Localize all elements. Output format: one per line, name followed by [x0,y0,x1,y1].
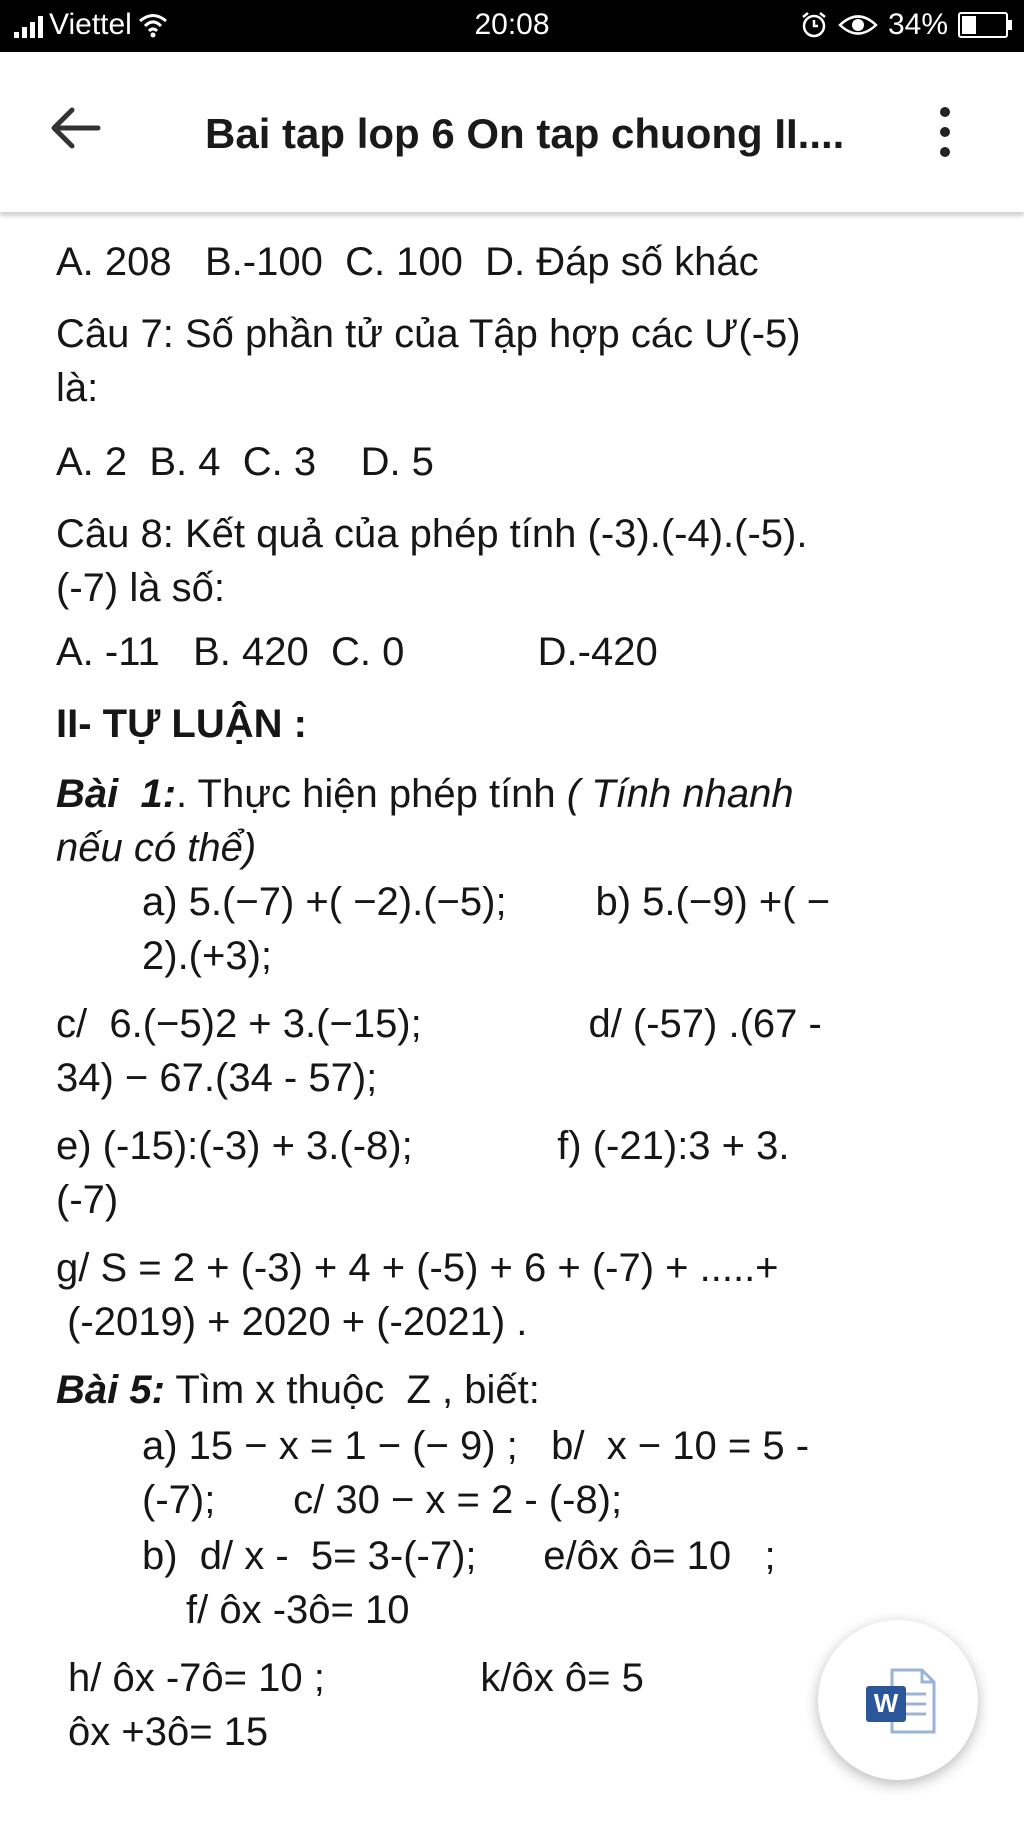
bai1-g-line2: (-2019) + 2020 + (-2021) . [56,1300,528,1344]
clock: 20:08 [474,8,550,41]
bai5-label: Bài 5: [56,1368,165,1412]
bai1-label: Bài 1: [56,772,177,816]
q8-line2: (-7) là số: [56,566,225,610]
bai5-line1: a) 15 − x = 1 − (− 9) ; b/ x − 10 = 5 - [142,1424,810,1468]
bai1-c-line2: 34) − 67.(34 - 57); [56,1056,378,1100]
alarm-icon [800,11,828,39]
bai5-line4: f/ ôx -3ô= 10 [186,1588,410,1632]
battery-icon [958,12,1008,38]
bai1-a-line1: a) 5.(−7) +( −2).(−5); b) 5.(−9) +( − [142,880,831,924]
carrier-name: Viettel [49,8,132,41]
q7-line2: là: [56,366,99,410]
battery-percent: 34% [887,8,948,41]
q7-answers: A. 2 B. 4 C. 3 D. 5 [56,440,434,484]
status-bar [0,0,1024,52]
document-content [0,212,1024,1825]
bai1-note-a: ( Tính nhanh [566,772,794,816]
open-in-word-button[interactable] [818,1620,978,1780]
app-bar [0,52,1024,212]
bai1-g-line1: g/ S = 2 + (-3) + 4 + (-5) + 6 + (-7) + .....+ [56,1246,779,1290]
q6-answers: A. 208 B.-100 C. 100 D. Đáp số khác [56,240,759,284]
status-right [800,8,1008,42]
bai5-line3: b) d/ x - 5= 3-(-7); e/ôx ô= 10 ; [142,1534,776,1578]
eye-icon [838,12,878,38]
bai5-line2: (-7); c/ 30 − x = 2 - (-8); [142,1478,623,1522]
more-vert-icon[interactable] [925,102,965,162]
bai5-line5: h/ ôx -7ô= 10 ; k/ôx ô= 5 [68,1656,644,1700]
q7-line1: Câu 7: Số phần tử của Tập hợp các Ư(-5) [56,312,801,356]
bai5-line6: ôx +3ô= 15 [68,1710,269,1754]
bai1-e-line2: (-7) [56,1178,119,1222]
q8-answers: A. -11 B. 420 C. 0 D.-420 [56,630,658,674]
bai1-note-b: nếu có thể) [56,826,257,870]
document-title: Bai tap lop 6 On tap chuong II.... [205,110,845,157]
bai5-text: Tìm x thuộc Z , biết: [164,1368,540,1412]
word-document-icon [818,1620,978,1780]
bai1-heading [56,768,794,820]
bai1-text: . Thực hiện phép tính [176,772,567,816]
bai5-heading [56,1364,540,1416]
bai1-a-line2: 2).(+3); [142,934,273,978]
bai1-c-line1: c/ 6.(−5)2 + 3.(−15); d/ (-57) .(67 - [56,1002,822,1046]
bai1-e-line1: e) (-15):(-3) + 3.(-8); f) (-21):3 + 3. [56,1124,790,1168]
section2-title: II- TỰ LUẬN : [56,702,307,746]
arrow-left-icon[interactable] [44,96,108,160]
word-letter: W [873,1688,899,1718]
q8-line1: Câu 8: Kết quả của phép tính (-3).(-4).(-5). [56,512,808,556]
